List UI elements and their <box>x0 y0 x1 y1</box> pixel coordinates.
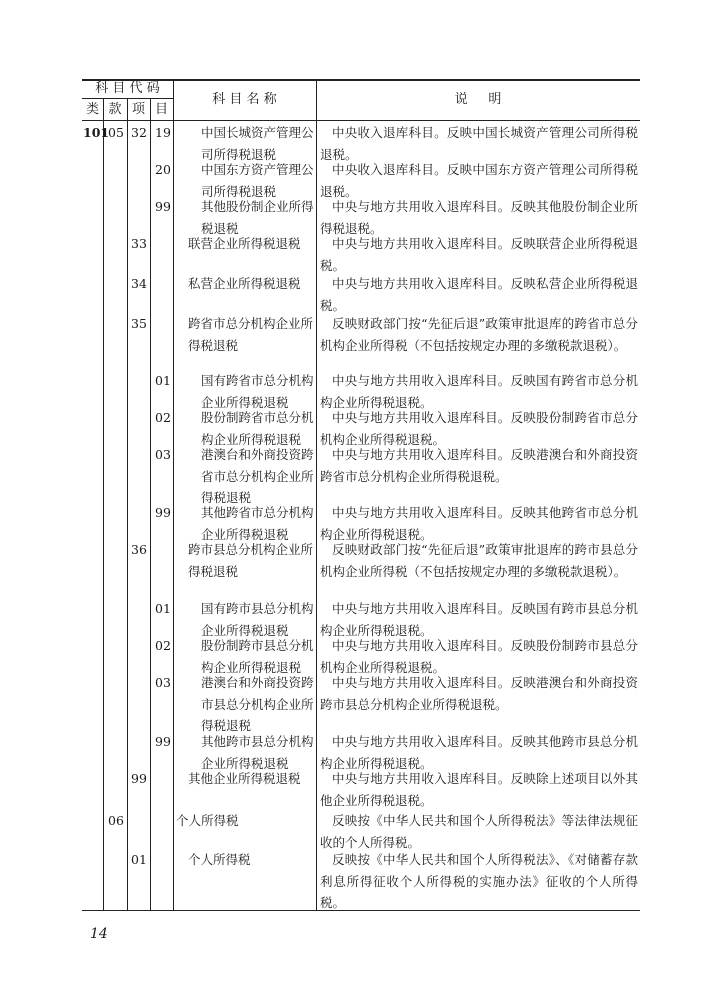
header-code-group: 科 目 代 码 <box>95 81 160 96</box>
page-number: 14 <box>90 926 108 942</box>
row-mu: 02 <box>155 638 171 653</box>
row-name: 国有跨省市总分机构企业所得税退税 <box>201 373 314 410</box>
row-mu: 03 <box>155 675 171 690</box>
row-mu: 20 <box>155 162 171 177</box>
row-desc: 中央收入退库科目。反映中国东方资产管理公司所得税退税。 <box>320 162 638 199</box>
col-rule-lei <box>103 98 104 910</box>
row-kuan: 05 <box>108 125 124 140</box>
header-bottom-rule <box>82 120 640 121</box>
row-name: 股份制跨省市总分机构企业所得税退税 <box>201 410 314 447</box>
row-desc: 中央与地方共用收入退库科目。反映股份制跨省市总分机构企业所得税退税。 <box>320 410 638 447</box>
row-name: 跨市县总分机构企业所得税退税 <box>188 542 314 579</box>
row-mu: 01 <box>155 373 171 388</box>
row-mu: 99 <box>155 734 171 749</box>
header-desc: 说 明 <box>454 92 502 107</box>
row-name: 国有跨市县总分机构企业所得税退税 <box>201 601 314 638</box>
row-name: 其他跨省市总分机构企业所得税退税 <box>201 505 314 542</box>
col-rule-xiang <box>150 98 151 910</box>
row-mu: 99 <box>155 199 171 214</box>
row-name: 港澳台和外商投资跨市县总分机构企业所得税退税 <box>201 675 314 733</box>
row-desc: 中央与地方共用收入退库科目。反映联营企业所得税退税。 <box>320 236 638 273</box>
row-name: 跨省市总分机构企业所得税退税 <box>188 316 314 353</box>
row-desc: 反映按《中华人民共和国个人所得税法》、《对储蓄存款利息所得征收个人所得税的实施办法》征收的个人所得税。 <box>320 852 638 910</box>
row-xiang: 35 <box>131 316 147 331</box>
header-kuan: 款 <box>108 102 122 117</box>
subject-code-table <box>82 79 640 911</box>
row-desc: 中央与地方共用收入退库科目。反映股份制跨市县总分机构企业所得税退税。 <box>320 638 638 675</box>
row-name: 其他跨市县总分机构企业所得税退税 <box>201 734 314 771</box>
row-desc: 中央与地方共用收入退库科目。反映其他股份制企业所得税退税。 <box>320 199 638 236</box>
row-xiang: 32 <box>131 125 147 140</box>
row-xiang: 36 <box>131 542 147 557</box>
row-xiang: 99 <box>131 771 147 786</box>
row-xiang: 01 <box>131 852 147 867</box>
row-desc: 中央与地方共用收入退库科目。反映其他跨省市总分机构企业所得税退税。 <box>320 505 638 542</box>
row-name: 个人所得税 <box>176 813 239 828</box>
header-mu: 目 <box>154 102 168 117</box>
row-desc: 中央与地方共用收入退库科目。反映国有跨省市总分机构企业所得税退税。 <box>320 373 638 410</box>
row-xiang: 34 <box>131 276 147 291</box>
row-mu: 02 <box>155 410 171 425</box>
row-desc: 中央与地方共用收入退库科目。反映其他跨市县总分机构企业所得税退税。 <box>320 734 638 771</box>
row-mu: 99 <box>155 505 171 520</box>
row-mu: 03 <box>155 447 171 462</box>
row-name: 私营企业所得税退税 <box>188 276 301 291</box>
row-mu: 01 <box>155 601 171 616</box>
row-name: 其他股份制企业所得税退税 <box>201 199 314 236</box>
row-name: 中国东方资产管理公司所得税退税 <box>201 162 314 199</box>
row-desc: 反映财政部门按“先征后退”政策审批退库的跨市县总分机构企业所得税（不包括按规定办理的多缴税款退税）。 <box>320 542 638 579</box>
row-mu: 19 <box>155 125 171 140</box>
row-desc: 反映财政部门按“先征后退”政策审批退库的跨省市总分机构企业所得税（不包括按规定办理的多缴税款退税）。 <box>320 316 638 353</box>
row-desc: 中央与地方共用收入退库科目。反映除上述项目以外其他企业所得税退税。 <box>320 771 638 808</box>
row-desc: 反映按《中华人民共和国个人所得税法》等法律法规征收的个人所得税。 <box>320 813 638 850</box>
header-xiang: 项 <box>131 102 145 117</box>
row-name: 其他企业所得税退税 <box>188 771 301 786</box>
row-lei: 101 <box>83 125 110 140</box>
row-name: 股份制跨市县总分机构企业所得税退税 <box>201 638 314 675</box>
header-lei: 类 <box>85 102 99 117</box>
row-name: 港澳台和外商投资跨省市总分机构企业所得税退税 <box>201 447 314 505</box>
row-xiang: 33 <box>131 236 147 251</box>
col-rule-mu <box>173 79 174 910</box>
row-name: 联营企业所得税退税 <box>188 236 301 251</box>
row-name: 个人所得税 <box>188 852 251 867</box>
col-rule-kuan <box>127 98 128 910</box>
row-kuan: 06 <box>108 813 124 828</box>
row-desc: 中央收入退库科目。反映中国长城资产管理公司所得税退税。 <box>320 125 638 162</box>
row-desc: 中央与地方共用收入退库科目。反映港澳台和外商投资跨市县总分机构企业所得税退税。 <box>320 675 638 712</box>
row-desc: 中央与地方共用收入退库科目。反映私营企业所得税退税。 <box>320 276 638 313</box>
header-name: 科 目 名 称 <box>212 92 277 107</box>
row-name: 中国长城资产管理公司所得税退税 <box>201 125 314 162</box>
row-desc: 中央与地方共用收入退库科目。反映国有跨市县总分机构企业所得税退税。 <box>320 601 638 638</box>
row-desc: 中央与地方共用收入退库科目。反映港澳台和外商投资跨省市总分机构企业所得税退税。 <box>320 447 638 484</box>
